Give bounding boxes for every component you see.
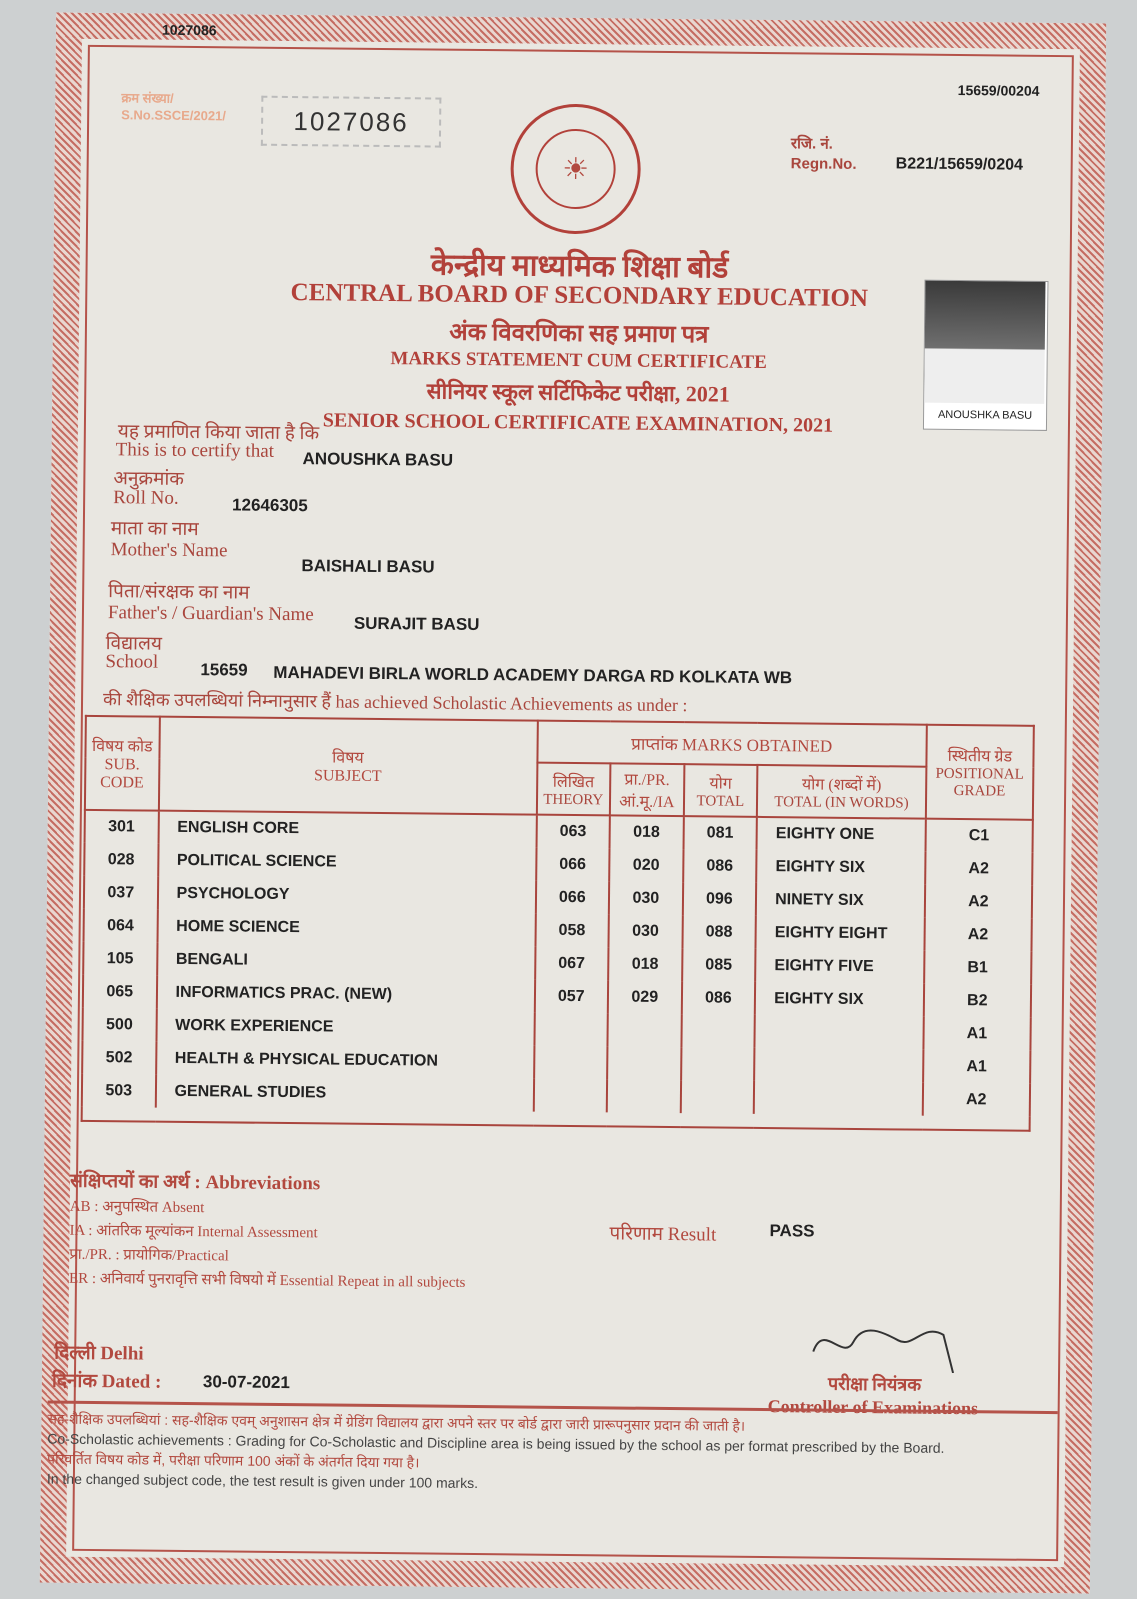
cell-words [754,1081,923,1116]
mother-hi: माता का नाम [110,518,199,541]
cell-subject: HOME SCIENCE [157,910,535,947]
cell-pr [607,1046,681,1080]
cell-theory: 067 [535,947,609,981]
abbr-item: ER : अनिवार्य पुनरावृत्ति सभी विषयो में Essential Repeat in all subjects [68,1270,466,1291]
place: दिल्ली Delhi [54,1342,144,1365]
h-marks-hi: प्राप्तांक [631,734,678,754]
cell-theory: 066 [535,881,609,915]
cell-code: 037 [84,876,158,910]
footnote: Co-Scholastic achievements : Grading for Co-Scholastic and Discipline area is being issued by the school as per format prescribed by the Board. [47,1430,945,1456]
abbr-item: प्रा./PR. : प्रायोगिक/Practical [69,1246,229,1265]
cell-pr: 030 [609,914,683,948]
board-hi: केन्द्रीय माध्यमिक शिक्षा बोर्ड [430,248,729,285]
school-code: 15659 [200,660,248,680]
result-label: परिणाम Result [609,1223,717,1246]
cell-grade: B2 [923,984,1031,1018]
school-name: MAHADEVI BIRLA WORLD ACADEMY DARGA RD KOLKATA WB [273,662,793,688]
regn-label [791,134,857,175]
student-photo [923,280,1049,431]
cell-words [754,1048,923,1083]
cell-total: 085 [682,948,756,982]
roll-en: Roll No. [113,487,179,509]
h-subject-en: SUBJECT [313,767,382,785]
cell-pr: 030 [609,881,683,915]
cell-grade: A1 [923,1050,1031,1084]
cell-total [681,1014,755,1048]
cell-grade: A2 [925,885,1033,919]
abbr-item: AB : अनुपस्थित Absent [69,1198,205,1217]
cbse-emblem [510,103,641,234]
h-code-en: SUB. CODE [100,756,144,792]
h-subject-hi: विषय [332,749,364,767]
h-words-hi: योग (शब्दों में) [801,775,882,794]
cell-grade: A1 [923,1017,1031,1051]
cell-pr [608,1013,682,1047]
h-code-hi: विषय कोड [91,737,153,756]
cell-pr: 020 [609,848,683,882]
cell-grade: A2 [922,1083,1030,1117]
cell-theory [534,1013,608,1047]
serial-number: 1027086 [261,96,442,148]
signatory-hi: परीक्षा नियंत्रक [827,1373,922,1395]
cell-total: 086 [683,849,757,883]
regn-number: B221/15659/0204 [895,155,1024,174]
cell-subject: BENGALI [157,943,535,980]
certify-en: This is to certify that [115,439,275,462]
cell-words: NINETY SIX [756,883,925,918]
cell-grade: C1 [925,819,1033,853]
cell-subject: PSYCHOLOGY [157,877,535,914]
cell-total [681,1047,755,1081]
cell-grade: A2 [925,852,1033,886]
mother-en: Mother's Name [110,539,228,562]
exam-hi: सीनियर स्कूल सर्टिफिकेट परीक्षा, 2021 [426,378,730,407]
cell-pr: 018 [610,815,684,849]
cell-total: 088 [682,915,756,949]
father-hi: पिता/संरक्षक का नाम [108,581,250,604]
cell-code: 065 [83,975,157,1009]
cell-theory: 063 [536,815,610,849]
regn-label-hi: रजि. नं. [790,135,833,153]
h-pr-hi: प्रा./PR. [624,771,670,790]
cell-code: 500 [82,1008,156,1042]
serial-label-en: S.No.SSCE/2021/ [121,107,227,124]
regn-label-en: Regn.No. [790,155,857,173]
cell-theory [534,1046,608,1080]
cell-theory: 057 [534,980,608,1014]
h-pr-en: आं.मू./IA [619,793,675,812]
doc-hi: अंक विवरणिका सह प्रमाण पत्र [449,319,709,349]
abbr-title: संक्षिप्तयों का अर्थ : Abbreviations [69,1170,321,1195]
marks-table [81,715,1035,1132]
achieved-en: has achieved Scholastic Achievements as under : [335,691,688,716]
cell-words [755,1015,924,1050]
cell-theory: 058 [535,914,609,948]
footnote: सह-शैक्षिक उपलब्धियां : सह-शैक्षिक एवम् अनुशासन क्षेत्र में ग्रेडिंग विद्यालय द्वारा अपने स्तर पर बोर्ड द्वारा जारी प्रारूपनुसार प्रदान की जाती है। [47,1410,746,1434]
h-total-hi: योग [709,774,732,793]
cell-words: EIGHTY FIVE [755,949,924,984]
school-hi: विद्यालय [105,633,163,655]
h-grade-hi: स्थितीय ग्रेड [947,747,1013,766]
abbr-list [69,1195,466,1295]
exam-en: SENIOR SCHOOL CERTIFICATE EXAMINATION, 2021 [322,409,834,437]
marks-certificate [40,13,1106,1594]
cell-code: 502 [82,1041,156,1075]
dated-value: 30-07-2021 [202,1372,290,1393]
cell-code: 064 [84,909,158,943]
roll-hi: अनुक्रमांक [113,468,185,490]
cell-total: 086 [681,981,755,1015]
photo-image [924,281,1045,404]
cell-grade: A2 [924,918,1032,952]
mother-name: BAISHALI BASU [301,556,435,577]
serial-label [121,89,226,124]
cell-subject: GENERAL STUDIES [155,1075,533,1112]
cell-code: 028 [84,843,158,877]
serial-top: 1027086 [161,21,217,39]
doc-en: MARKS STATEMENT CUM CERTIFICATE [390,348,767,374]
cell-code: 301 [85,810,159,844]
regn-top: 15659/00204 [957,81,1040,99]
board-en: CENTRAL BOARD OF SECONDARY EDUCATION [290,279,869,313]
cell-pr [607,1079,681,1113]
h-total-en: TOTAL [696,792,745,810]
h-theory-en: THEORY [543,791,604,808]
cell-theory [533,1079,607,1113]
cell-subject: HEALTH & PHYSICAL EDUCATION [156,1042,534,1079]
dated-label: दिनांक Dated : [51,1370,162,1393]
serial-label-hi: क्रम संख्या/ [121,90,174,106]
cell-words: EIGHTY SIX [756,850,925,885]
footnote: परिवर्तित विषय कोड में, परीक्षा परिणाम 100 अंकों के अंतर्गत दिया गया है। [47,1450,420,1471]
cell-subject: ENGLISH CORE [158,811,536,848]
footnote: In the changed subject code, the test result is given under 100 marks. [46,1470,479,1492]
signatory-en: Controller of Examinations [767,1396,979,1419]
signature [803,1311,964,1373]
h-grade-en: POSITIONAL GRADE [935,765,1024,800]
cell-code: 503 [82,1074,156,1108]
cell-words: EIGHTY ONE [757,817,926,852]
h-words-en: TOTAL (IN WORDS) [774,793,909,812]
footnotes [47,1409,1058,1500]
certify-hi: यह प्रमाणित किया जाता है कि [117,421,320,445]
cell-words: EIGHTY SIX [755,982,924,1017]
cell-code: 105 [83,942,157,976]
cell-total [680,1080,754,1114]
cell-words: EIGHTY EIGHT [756,916,925,951]
h-marks-en: MARKS OBTAINED [681,734,833,756]
result-value: PASS [769,1221,815,1241]
h-theory-hi: लिखित [552,773,595,791]
cell-subject: INFORMATICS PRAC. (NEW) [156,976,534,1013]
abbr-item: IA : आंतरिक मूल्यांकन Internal Assessment [69,1222,318,1242]
cell-grade: B1 [924,951,1032,985]
school-en: School [105,651,159,673]
father-en: Father's / Guardian's Name [107,602,314,626]
achieved-hi: की शैक्षिक उपलब्धियां निम्नानुसार हैं [102,689,332,712]
cell-pr: 029 [608,980,682,1014]
cell-total: 096 [682,882,756,916]
photo-caption: ANOUSHKA BASU [937,408,1033,422]
cell-subject: POLITICAL SCIENCE [158,844,536,881]
student-name: ANOUSHKA BASU [302,449,454,470]
cell-total: 081 [683,816,757,850]
cell-pr: 018 [608,947,682,981]
cell-subject: WORK EXPERIENCE [156,1009,534,1046]
lamp-icon: ☀ [535,129,616,210]
father-name: SURAJIT BASU [353,613,480,635]
roll-number: 12646305 [232,495,308,516]
cell-theory: 066 [536,848,610,882]
